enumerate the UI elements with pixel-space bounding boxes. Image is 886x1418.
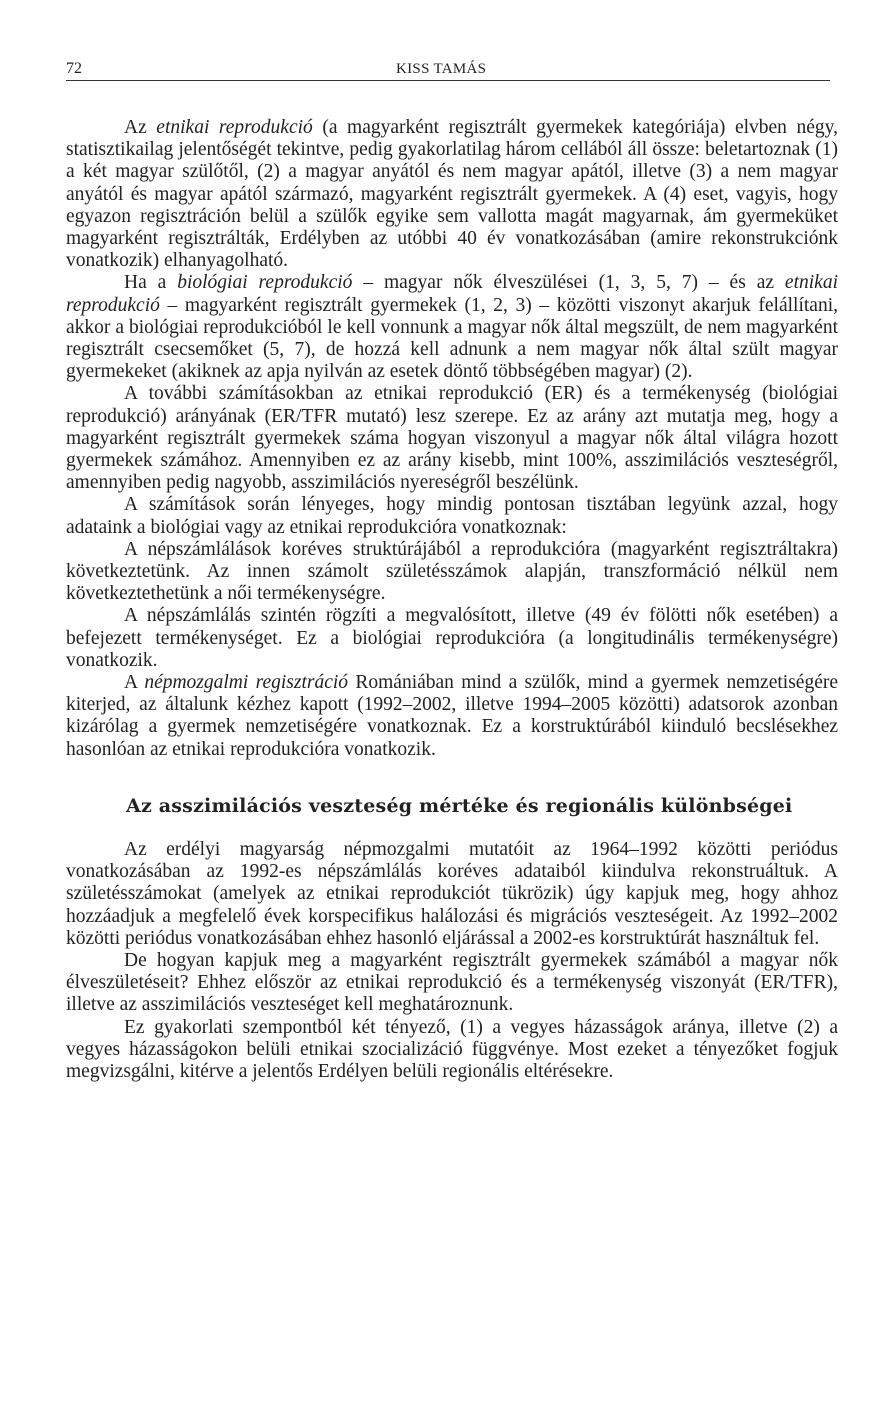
paragraph: A népszámlálás szintén rögzíti a megvalósított, illetve (49 év fölötti nők esetében) a befejezett termékenységet. Ez a biológiai reprodukcióra (a longitudinális termékenységre) vonatkozik. xyxy=(66,605,838,671)
paragraph: Az erdélyi magyarság népmozgalmi mutatóit az 1964–1992 közötti periódus vonatkozásában az 1992-es népszámlálás koréves adataiból kiindulva rekonstruáltuk. A születésszámokat (amelyek az etnikai reprodukciót tükrözik) úgy kapjuk meg, hogy ahhoz hozzáadjuk a megfelelő évek korspecifikus halálozási és migrációs veszteségeit. Az 1992–2002 közötti periódus vonatkozásában ehhez hasonló eljárással a 2002-es korstruktúrát használtuk fel. xyxy=(66,838,838,949)
page-number: 72 xyxy=(66,60,82,77)
running-head xyxy=(66,60,830,81)
paragraph: Ha a biológiai reprodukció – magyar nők élveszülései (1, 3, 5, 7) – és az etnikai reprodukció – magyarként regisztrált gyermekek (1, 2, 3) – közötti viszonyt akarjuk felállítani, akkor a biológiai reprodukcióból le kell vonnunk a magyar nők által megszült, de nem magyarként regisztrált csecsemőket (5, 7), de hozzá kell adnunk a nem magyar nők által szült magyar gyermekeket (akiknek az apja nyilván az esetek döntő többségében magyar) (2). xyxy=(66,272,838,383)
paragraph: De hogyan kapjuk meg a magyarként regisztrált gyermekek számából a magyar nők élveszületéseit? Ehhez először az etnikai reprodukció és a termékenység viszonyát (ER/TFR), illetve az asszimilációs veszteséget kell meghatároznunk. xyxy=(66,949,838,1016)
body-text xyxy=(66,117,838,1083)
paragraph: A népszámlálások koréves struktúrájából a reprodukcióra (magyarként regisztráltakra) következtetünk. Az innen számolt születésszámok alapján, transzformáció nélkül nem következtethetünk a női termékenységre. xyxy=(66,538,838,605)
running-head-author: KISS TAMÁS xyxy=(396,61,487,77)
section-heading: Az asszimilációs veszteség mértéke és regionális különbségei xyxy=(126,794,793,817)
paragraph: Ez gyakorlati szempontból két tényező, (1) a vegyes házasságok aránya, illetve (2) a vegyes házasságokon belüli etnikai szocializáció függvénye. Most ezeket a tényezőket fogjuk megvizsgálni, kitérve a jelentős Erdélyen belüli regionális eltérésekre. xyxy=(66,1016,838,1082)
paragraph: A további számításokban az etnikai reprodukció (ER) és a termékenység (biológiai reprodukció) arányának (ER/TFR mutató) lesz szerepe. Ez az arány azt mutatja meg, hogy a magyarként regisztrált gyermekek száma hogyan viszonyul a magyar nők által világra hozott gyermekek számához. Amennyiben ez az arány kisebb, mint 100%, asszimilációs veszteségről, amennyiben pedig nagyobb, asszimilációs nyereségről beszélünk. xyxy=(66,383,838,494)
paragraph: Az etnikai reprodukció (a magyarként regisztrált gyermekek kategóriája) elvben négy, statisztikailag jelentőségét tekintve, pedig gyakorlatilag három cellából áll össze: beletartoznak (1) a két magyar szülőtől, (2) a magyar anyától és nem magyar apától, illetve (3) a nem magyar anyától és magyar apától származó, magyarként regisztrált gyermekek. A (4) eset, vagyis, hogy egyazon regisztráción belül a szülők egyike sem vallotta magát magyarnak, ám gyermeküket magyarként regisztrálták, Erdélyben az utóbbi 40 év vonatkozásában (amire rekonstrukciónk vonatkozik) elhanyagolható. xyxy=(66,117,838,272)
page xyxy=(66,60,838,1083)
paragraph: A számítások során lényeges, hogy mindig pontosan tisztában legyünk azzal, hogy adataink a biológiai vagy az etnikai reprodukcióra vonatkoznak: xyxy=(66,494,838,538)
paragraph: A népmozgalmi regisztráció Romániában mind a szülők, mind a gyermek nemzetiségére kiterjed, az általunk kézhez kapott (1992–2002, illetve 1994–2005 közötti) adatsorok azonban kizárólag a gyermek nemzetiségére vonatkoznak. Ez a korstruktúrából kiinduló becslésekhez hasonlóan az etnikai reprodukcióra vonatkozik. xyxy=(66,672,838,760)
